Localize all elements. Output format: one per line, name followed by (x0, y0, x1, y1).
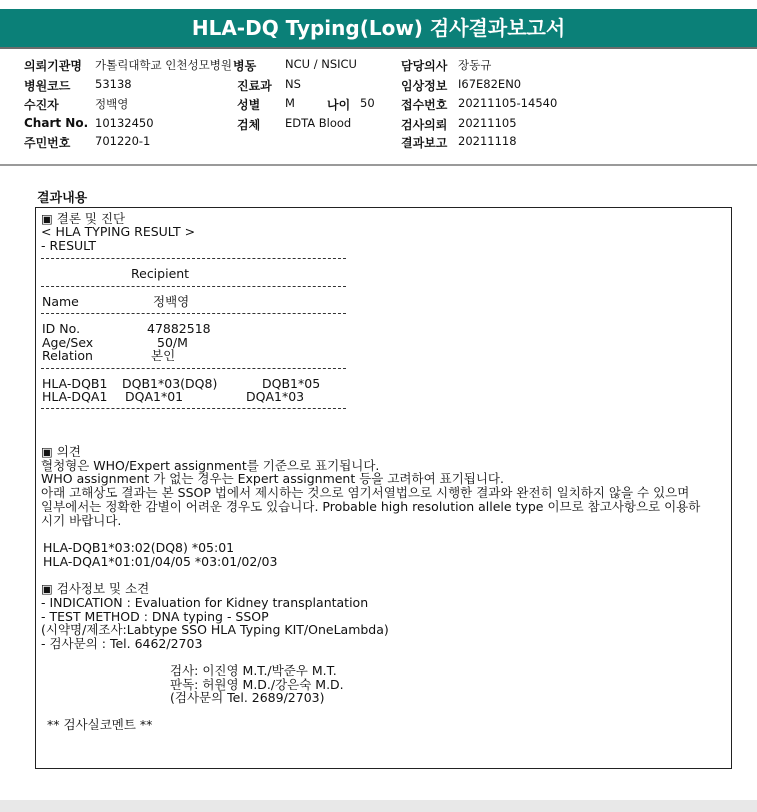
bottom-margin (0, 800, 757, 812)
report-date-label: 결과보고 (401, 136, 448, 150)
high-res-dqa1: HLA-DQA1*01:01/04/05 *03:01/02/03 (43, 554, 278, 569)
age-label: 나이 (327, 98, 351, 112)
high-res-dqb1: HLA-DQB1*03:02(DQ8) *05:01 (43, 540, 235, 555)
dashed-separator (41, 408, 346, 409)
opinion-heading: ▣ 의견 (41, 444, 81, 459)
result-label: - RESULT (41, 238, 97, 253)
result-box (35, 207, 732, 769)
name-label: Name (42, 294, 79, 309)
report-date-value: 20211118 (458, 134, 517, 148)
opinion-line: 혈청형은 WHO/Expert assignment를 기준으로 표기됩니다. (41, 458, 380, 473)
request-date-value: 20211105 (458, 116, 517, 130)
chart-no-label: Chart No. (24, 116, 89, 130)
receipt-no-label: 접수번호 (401, 98, 448, 112)
info-heading: ▣ 검사정보 및 소견 (41, 581, 150, 596)
recipient-value: 정백영 (95, 97, 129, 111)
report-title: HLA-DQ Typing(Low) 검사결과보고서 (0, 9, 757, 47)
agesex-label: Age/Sex (42, 335, 94, 350)
id-value: 47882518 (147, 321, 211, 336)
department-value: NS (285, 77, 301, 91)
dashed-separator (41, 258, 346, 259)
sex-label: 성별 (237, 98, 261, 112)
signature-line: 판독: 허원영 M.D./강은숙 M.D. (170, 677, 344, 692)
hospital-code-value: 53138 (95, 77, 132, 91)
title-divider (0, 47, 757, 49)
typing-title: < HLA TYPING RESULT > (41, 224, 196, 239)
dqa1-label: HLA-DQA1 (42, 389, 108, 404)
header-divider (0, 164, 757, 166)
relation-value: 본인 (151, 348, 176, 363)
recipient-header: Recipient (131, 266, 190, 281)
info-line: - TEST METHOD : DNA typing - SSOP (41, 609, 269, 624)
dqa1-allele2: DQA1*03 (246, 389, 305, 404)
dqa1-allele1: DQA1*01 (125, 389, 184, 404)
sex-value: M (285, 96, 295, 110)
opinion-line: 아래 고해상도 결과는 본 SSOP 법에서 제시하는 것으로 염기서열법으로 시행한 결과와 완전히 일치하지 않을 수 있으며 (41, 485, 690, 500)
section-title: 결과내용 (37, 191, 88, 206)
opinion-line: 일부에서는 정확한 감별이 어려운 경우도 있습니다. Probable high resolution allele type 이므로 참고사항으로 이용하 (41, 499, 701, 514)
agesex-value: 50/M (157, 335, 188, 350)
dqb1-allele2: DQB1*05 (262, 376, 321, 391)
dqb1-allele1: DQB1*03(DQ8) (122, 376, 218, 391)
specimen-value: EDTA Blood (285, 116, 352, 130)
request-date-label: 검사의뢰 (401, 118, 448, 132)
receipt-no-value: 20211105-14540 (458, 96, 558, 110)
dashed-separator (41, 368, 346, 369)
institution-value: 가톨릭대학교 인천성모병원 (95, 58, 232, 72)
name-value: 정백영 (153, 294, 190, 309)
clinical-info-label: 임상정보 (401, 79, 448, 93)
dqb1-label: HLA-DQB1 (42, 376, 108, 391)
info-line: - 검사문의 : Tel. 6462/2703 (41, 636, 203, 651)
lab-comment: ** 검사실코멘트 ** (47, 717, 153, 732)
chart-no-value: 10132450 (95, 116, 154, 130)
doctor-label: 담당의사 (401, 59, 448, 73)
opinion-line: 시기 바랍니다. (41, 513, 122, 528)
info-line: (시약명/제조사:Labtype SSO HLA Typing KIT/OneLambda) (41, 622, 389, 637)
doctor-value: 장동규 (458, 58, 492, 72)
clinical-info-value: I67E82EN0 (458, 77, 522, 91)
specimen-label: 검체 (237, 118, 261, 132)
institution-label: 의뢰기관명 (24, 59, 82, 73)
department-label: 진료과 (237, 79, 272, 93)
hospital-code-label: 병원코드 (24, 79, 71, 93)
opinion-line: WHO assignment 가 없는 경우는 Expert assignment 등을 고려하여 표기됩니다. (41, 471, 504, 486)
resident-no-label: 주민번호 (24, 136, 71, 150)
ward-value: NCU / NSICU (285, 57, 357, 71)
id-label: ID No. (42, 321, 81, 336)
conclusion-heading: ▣ 결론 및 진단 (41, 211, 126, 226)
resident-no-value: 701220-1 (95, 134, 151, 148)
recipient-label: 수진자 (24, 98, 59, 112)
signature-line: 검사: 이진영 M.T./박준우 M.T. (170, 663, 337, 678)
dashed-separator (41, 313, 346, 314)
signature-line: (검사문의 Tel. 2689/2703) (170, 690, 325, 705)
relation-label: Relation (42, 348, 93, 363)
dashed-separator (41, 286, 346, 287)
age-value: 50 (360, 96, 375, 110)
ward-label: 병동 (233, 59, 257, 73)
info-line: - INDICATION : Evaluation for Kidney transplantation (41, 595, 369, 610)
